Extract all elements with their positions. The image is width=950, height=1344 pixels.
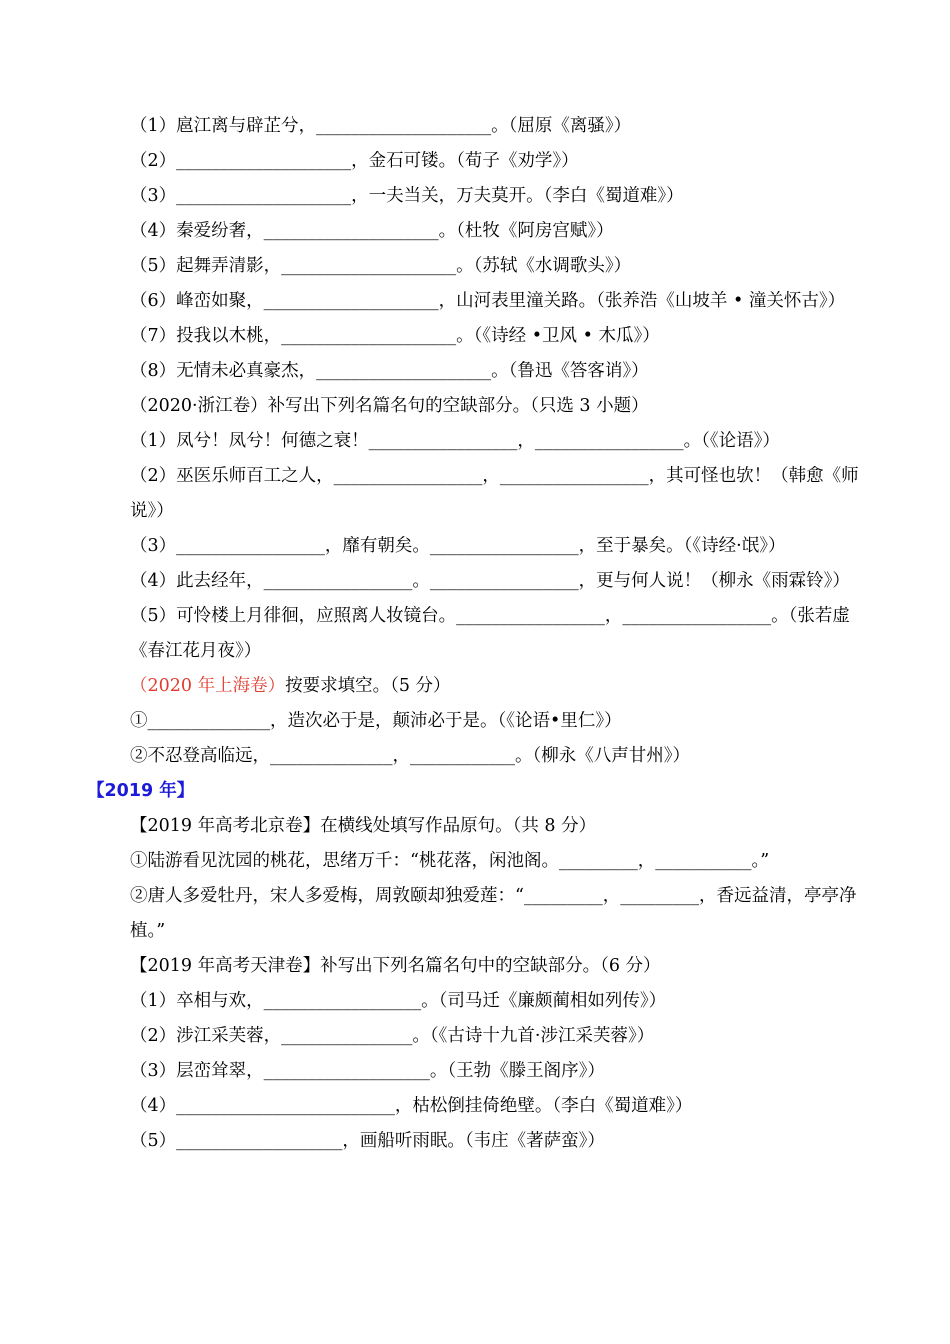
question-line: （2）巫医乐师百工之人，_________________，_________________，其可怪也欤！（韩愈《师说》） (130, 466, 859, 521)
section-instruction: 按要求填空。（5 分） (285, 676, 451, 696)
question-line: （5）可怜楼上月徘徊，应照离人妆镜台。_________________，_________________。（张若虚《春江花月夜》） (130, 606, 850, 661)
question-line: ②不忍登高临远，______________，____________。（柳永《八声甘州》） (130, 746, 690, 766)
question-line: ①陆游看见沈园的桃花，思绪万千：“桃花落，闲池阁。_________，___________。” (130, 851, 770, 871)
exam-source-label: （2020 年上海卷） (130, 676, 286, 696)
question-line: （6）峰峦如聚，____________________，山河表里潼关路。（张养浩《山坡羊 • 潼关怀古》） (130, 291, 846, 311)
question-line: ②唐人多爱牡丹，宋人多爱梅，周敦颐却独爱莲：“_________，_________，香远益清，亭亭净植。” (130, 886, 857, 941)
question-line: （1）扈江离与辟芷兮，____________________。（屈原《离骚》） (130, 116, 632, 136)
question-line: （4）秦爱纷奢，____________________。（杜牧《阿房宫赋》） (130, 221, 614, 241)
section-heading-beijing: 【2019 年高考北京卷】在横线处填写作品原句。（共 8 分） (130, 816, 597, 836)
question-line: （1）卒相与欢，__________________。（司马迁《廉颇蔺相如列传》） (130, 991, 667, 1011)
question-line: ①______________，造次必于是，颠沛必于是。（《论语•里仁》） (130, 711, 622, 731)
question-line: （8）无情未必真豪杰，____________________。（鲁迅《答客诮》） (130, 361, 649, 381)
question-line: （5）起舞弄清影，____________________。（苏轼《水调歌头》） (130, 256, 632, 276)
question-line: （4）此去经年，_________________。_________________，更与何人说！（柳永《雨霖铃》） (130, 571, 850, 591)
section-heading-zhejiang: （2020·浙江卷）补写出下列名篇名句的空缺部分。（只选 3 小题） (130, 396, 649, 416)
section-heading-shanghai (87, 669, 867, 704)
question-line: （3）____________________，一夫当关，万夫莫开。（李白《蜀道难》） (130, 186, 684, 206)
question-line: （2）____________________，金石可镂。（荀子《劝学》） (130, 151, 579, 171)
year-heading: 【2019 年】 (87, 781, 195, 801)
question-line: （4）_________________________，枯松倒挂倚绝壁。（李白《蜀道难》） (130, 1096, 693, 1116)
question-line: （2）涉江采芙蓉，_______________。（《古诗十九首·涉江采芙蓉》） (130, 1026, 655, 1046)
question-line: （3）层峦耸翠，___________________。（王勃《滕王阁序》） (130, 1061, 605, 1081)
document-body (87, 109, 867, 1159)
question-line: （1）凤兮！凤兮！何德之衰！_________________，_________________。（《论语》） (130, 431, 780, 451)
section-heading-tianjin: 【2019 年高考天津卷】补写出下列名篇名句中的空缺部分。（6 分） (130, 956, 661, 976)
question-line: （3）_________________，靡有朝矣。_________________，至于暴矣。（《诗经·氓》） (130, 536, 786, 556)
question-line: （5）___________________，画船听雨眠。（韦庄《著萨蛮》） (130, 1131, 605, 1151)
question-line: （7）投我以木桃，____________________。（《诗经 •卫风 • 木瓜》） (130, 326, 660, 346)
